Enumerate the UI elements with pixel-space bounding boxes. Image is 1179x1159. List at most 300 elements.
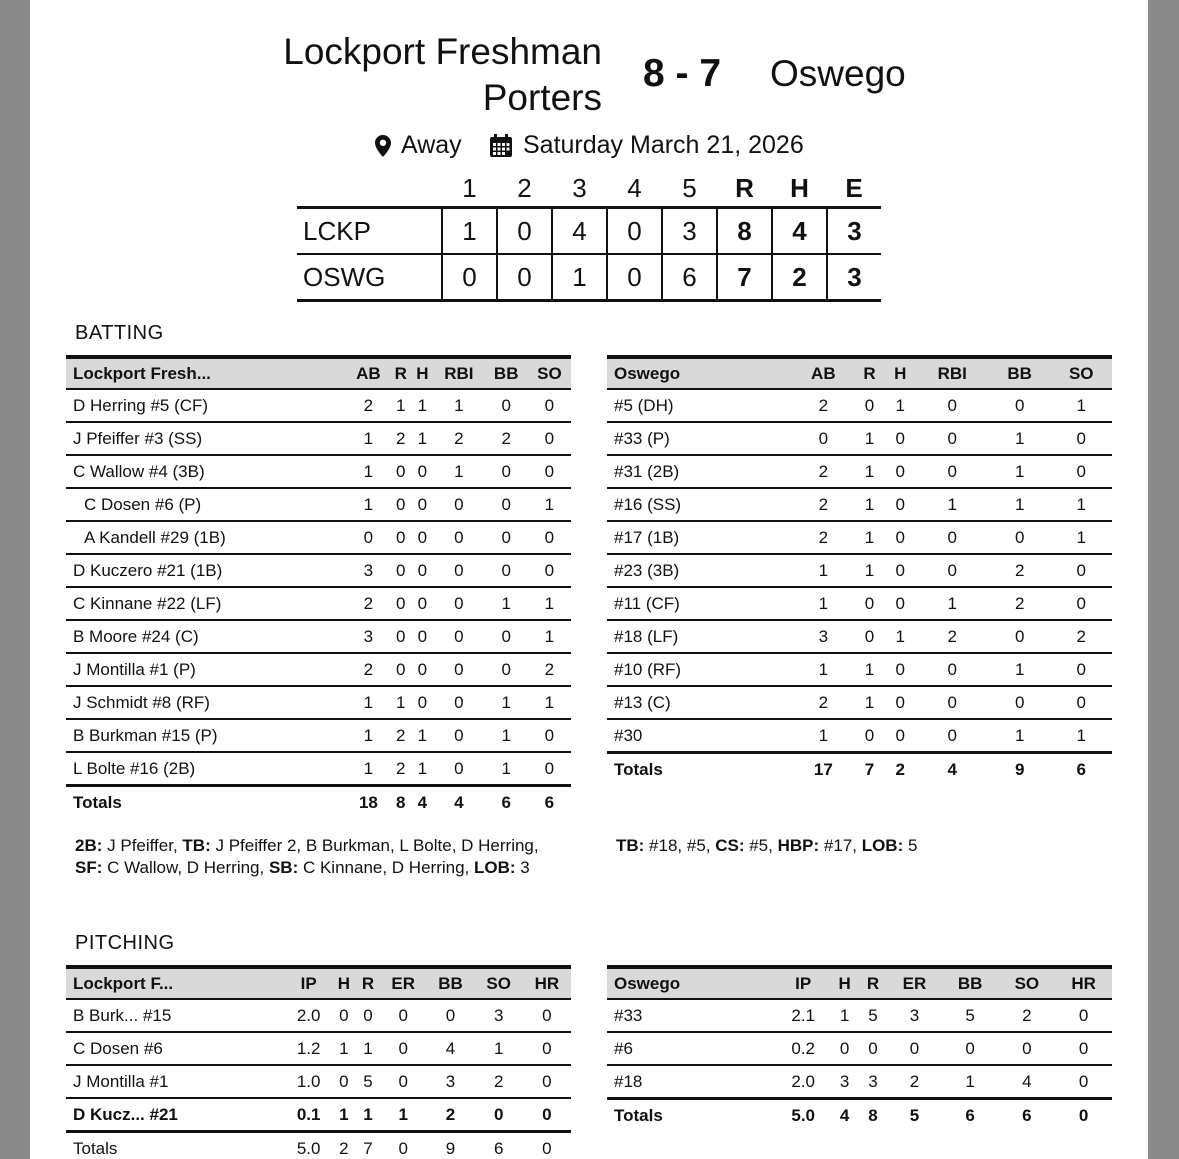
stat-value: 2 [390,752,412,786]
player-name: D Kucz... #21 [66,1098,285,1132]
inning-score: 3 [662,208,717,255]
inning-score: 1 [552,254,607,301]
pitching-row [66,999,571,1032]
stat-value: 0 [412,521,434,554]
player-name: #13 (C) [607,686,793,719]
stat-value: 0 [793,422,855,455]
batting-row [66,653,571,686]
stat-value: 0 [433,488,484,521]
stat-value: 0 [885,554,916,587]
player-name: C Dosen #6 [66,1032,285,1065]
stat-value: 0 [885,587,916,620]
stat-value: 0 [332,999,356,1032]
stat-value: 1 [412,752,434,786]
stat-value: 0 [523,1098,571,1132]
note-text: 3 [515,858,530,877]
player-name: J Montilla #1 (P) [66,653,347,686]
note-text: J Pfeiffer 2, B Burkman, L Bolte, D Herring, [210,836,539,855]
stat-value: 1 [332,1032,356,1065]
stat-value: 1 [989,653,1051,686]
stat-value: 0 [485,554,528,587]
stat-value: 1 [989,488,1051,521]
totals-value: 2 [885,753,916,786]
stat-value: 2 [433,422,484,455]
linescore-team: LCKP [297,208,442,255]
team-column-header: Lockport F... [66,967,285,999]
totals-value: 4 [830,1099,858,1132]
game-location [375,131,462,160]
batting-row [66,719,571,752]
totals-value: 18 [347,786,390,819]
note-label: LOB: [861,836,904,855]
note-label: 2B: [75,836,103,855]
stat-value: 1 [485,752,528,786]
stat-value: 1 [830,999,858,1032]
stat-value: 0 [1050,422,1112,455]
stat-value: 1 [390,389,412,422]
player-name: B Moore #24 (C) [66,620,347,653]
inning-score: 0 [497,208,552,255]
pitching-row [607,1032,1112,1065]
stat-value: 1 [854,422,885,455]
totals-value: 5 [887,1099,942,1132]
stat-value: 0 [433,521,484,554]
inning-score: 0 [442,254,497,301]
calendar-icon [489,134,513,158]
inning-header: 3 [572,172,587,203]
player-name: #6 [607,1032,776,1065]
stat-value: 0 [885,422,916,455]
stat-value: 1 [356,1032,380,1065]
pitching-row [607,1065,1112,1099]
stat-column-header: BB [426,967,474,999]
player-name: D Herring #5 (CF) [66,389,347,422]
totals-value: 5.0 [296,1138,321,1158]
note-text: #18, #5, [644,836,716,855]
stat-value: 4 [426,1032,474,1065]
stat-value: 2.1 [776,999,831,1032]
stat-value: 0 [390,554,412,587]
stat-value: 0 [485,455,528,488]
stat-value: 0 [475,1098,523,1132]
note-label: TB: [182,836,211,855]
note-text: J Pfeiffer, [102,836,183,855]
totals-value: 0 [1055,1099,1112,1132]
batting-row [66,752,571,786]
stat-value: 0 [356,999,380,1032]
stat-column-header: ER [887,967,942,999]
stat-value: 5 [859,999,887,1032]
home-batting-table [66,355,571,818]
stat-value: 2.0 [776,1065,831,1099]
note-text: 5 [903,836,918,855]
stat-value: 0 [380,1065,426,1098]
stat-value: 1 [433,455,484,488]
stat-value: 1 [390,686,412,719]
stat-value: 0 [942,1032,999,1065]
stat-value: 0 [528,389,571,422]
stat-value: 0 [412,455,434,488]
home-team-name [230,29,602,121]
stat-value: 2 [1050,620,1112,653]
note-label: LOB: [474,858,516,877]
note-label: CS: [715,836,745,855]
player-name: #31 (2B) [607,455,793,488]
linescore-row [297,254,881,301]
stat-value: 0 [830,1032,858,1065]
stat-value: 1 [528,587,571,620]
stat-value: 1 [1050,521,1112,554]
batting-row [66,521,571,554]
totals-value: 6 [998,1099,1055,1132]
stat-column-header: AB [347,357,390,389]
totals-row [607,753,1112,786]
stat-value: 3 [347,620,390,653]
batting-row [66,554,571,587]
total-runs: 8 [717,208,772,255]
inning-score: 0 [497,254,552,301]
batting-row [607,455,1112,488]
stat-value: 0 [528,554,571,587]
note-text: C Wallow, D Herring, [102,858,269,877]
note-label: HBP: [777,836,820,855]
stat-value: 1 [347,455,390,488]
stat-value: 3 [793,620,855,653]
inning-header: 2 [517,172,532,203]
stat-value: 2.0 [285,999,331,1032]
stat-value: 2 [916,620,989,653]
linescore-table [297,170,881,302]
stat-value: 0 [528,455,571,488]
stat-value: 0 [1050,686,1112,719]
stat-column-header: R [854,357,885,389]
player-name: #10 (RF) [607,653,793,686]
stat-value: 0 [989,620,1051,653]
stat-value: 2 [793,389,855,422]
batting-row [66,587,571,620]
batting-row [607,653,1112,686]
stat-value: 0 [433,653,484,686]
stat-column-header: IP [776,967,831,999]
stat-value: 1 [347,488,390,521]
away-batting-table [607,355,1112,785]
stat-value: 2 [989,554,1051,587]
stat-value: 0 [916,653,989,686]
home-batting-notes [75,835,555,879]
stat-value: 2 [485,422,528,455]
batting-row [66,389,571,422]
stat-value: 0 [390,620,412,653]
total-errors: 3 [827,208,881,255]
player-name: #11 (CF) [607,587,793,620]
inning-score: 0 [607,208,662,255]
totals-label: Totals [66,786,347,819]
stat-value: 5 [356,1065,380,1098]
inning-header: 4 [627,172,642,203]
stat-value: 0 [412,554,434,587]
stat-value: 1 [854,488,885,521]
stat-value: 2 [793,455,855,488]
stat-value: 0 [426,999,474,1032]
player-name: J Montilla #1 [66,1065,285,1098]
stat-value: 1 [528,686,571,719]
stat-value: 0 [523,999,571,1032]
pitching-row [607,999,1112,1032]
player-name: B Burkman #15 (P) [66,719,347,752]
stat-value: 0 [885,455,916,488]
stat-value: 0.1 [285,1098,331,1132]
batting-row [607,488,1112,521]
stat-column-header: SO [1050,357,1112,389]
player-name: #17 (1B) [607,521,793,554]
stat-value: 0 [1055,999,1112,1032]
stat-value: 0 [859,1032,887,1065]
stat-value: 0 [390,488,412,521]
stat-value: 0 [885,719,916,753]
pitching-section-title: PITCHING [75,932,175,954]
stat-value: 1 [1050,719,1112,753]
stat-value: 1 [528,488,571,521]
stat-value: 1 [347,686,390,719]
linescore-row [297,208,881,255]
batting-row [66,620,571,653]
stat-value: 0 [989,686,1051,719]
stat-value: 2 [475,1065,523,1098]
stat-value: 1 [485,686,528,719]
stat-value: 1 [989,455,1051,488]
stat-value: 2 [390,719,412,752]
stat-value: 1 [854,455,885,488]
final-score: 8 - 7 [643,52,722,95]
stat-value: 0 [485,620,528,653]
stat-column-header: R [390,357,412,389]
stat-value: 3 [830,1065,858,1099]
stat-value: 0 [885,521,916,554]
stat-column-header: BB [485,357,528,389]
hits-header: H [790,172,809,203]
stat-value: 1 [854,686,885,719]
stat-value: 2 [347,653,390,686]
away-batting-notes [616,835,1096,857]
stat-value: 1 [793,554,855,587]
stat-value: 0 [916,686,989,719]
totals-value: 0 [398,1138,408,1158]
stat-value: 1 [347,752,390,786]
stat-value: 0 [528,719,571,752]
totals-value: 5.0 [776,1099,831,1132]
stat-value: 1 [412,719,434,752]
stat-value: 1 [854,554,885,587]
stat-column-header: SO [528,357,571,389]
stat-value: 1 [989,422,1051,455]
stat-column-header: H [885,357,916,389]
stat-value: 0 [528,422,571,455]
linescore-team: OSWG [297,254,442,301]
game-date [489,131,804,160]
note-label: TB: [616,836,645,855]
stat-column-header: R [356,967,380,999]
stat-value: 1 [347,719,390,752]
stat-value: 0 [1050,653,1112,686]
player-name: #33 [607,999,776,1032]
stat-value: 1 [356,1098,380,1132]
totals-value: 9 [989,753,1051,786]
stat-column-header: HR [523,967,571,999]
batting-row [66,686,571,719]
totals-value: 8 [859,1099,887,1132]
stat-value: 2 [793,686,855,719]
batting-row [607,620,1112,653]
stat-value: 1 [332,1098,356,1132]
total-hits: 2 [772,254,827,301]
total-hits: 4 [772,208,827,255]
stat-value: 1 [854,521,885,554]
home-pitching-table [66,965,571,1159]
stat-value: 0 [885,488,916,521]
stat-value: 2 [989,587,1051,620]
stat-value: 0.2 [776,1032,831,1065]
totals-value: 9 [445,1138,456,1158]
stat-value: 2 [793,488,855,521]
totals-value: 7 [363,1138,373,1158]
totals-value: 4 [433,786,484,819]
totals-value: 6 [1050,753,1112,786]
runs-header: R [735,172,754,203]
player-name: L Bolte #16 (2B) [66,752,347,786]
stat-column-header: SO [475,967,523,999]
totals-row [66,786,571,819]
note-text: C Kinnane, D Herring, [298,858,474,877]
stat-value: 1 [475,1032,523,1065]
inning-header: 5 [682,172,697,203]
stat-value: 2 [426,1098,474,1132]
stat-value: 0 [433,554,484,587]
team-column-header: Oswego [607,967,776,999]
stat-value: 2 [998,999,1055,1032]
player-name: J Schmidt #8 (RF) [66,686,347,719]
stat-value: 0 [485,521,528,554]
stat-value: 1 [528,620,571,653]
totals-value: 8 [390,786,412,819]
stat-value: 0 [998,1032,1055,1065]
player-name: #18 [607,1065,776,1099]
table-header-row [607,967,1112,999]
stat-value: 0 [390,587,412,620]
totals-value: 6 [485,786,528,819]
stat-value: 2 [347,389,390,422]
player-name: #5 (DH) [607,389,793,422]
batting-section-title: BATTING [75,322,164,344]
stat-value: 0 [885,653,916,686]
stat-value: 0 [916,389,989,422]
stat-value: 0 [433,620,484,653]
stat-value: 0 [412,686,434,719]
stat-value: 2 [347,587,390,620]
stat-value: 2 [887,1065,942,1099]
home-team-line2: Porters [482,77,602,118]
stat-value: 1 [793,587,855,620]
stat-value: 0 [854,389,885,422]
totals-row [607,1099,1112,1132]
stat-value: 0 [412,488,434,521]
player-name: #18 (LF) [607,620,793,653]
stat-value: 1 [485,719,528,752]
stat-value: 1 [793,719,855,753]
stat-column-header: IP [285,967,331,999]
totals-label: Totals [607,1099,776,1132]
note-text: #5, [744,836,778,855]
stat-value: 4 [998,1065,1055,1099]
totals-value: 4 [916,753,989,786]
stat-value: 0 [1050,554,1112,587]
stat-value: 2 [528,653,571,686]
player-name: J Pfeiffer #3 (SS) [66,422,347,455]
stat-value: 1 [885,389,916,422]
stat-column-header: HR [1055,967,1112,999]
batting-row [66,488,571,521]
batting-row [607,719,1112,753]
note-text: #17, [819,836,862,855]
team-column-header: Lockport Fresh... [66,357,347,389]
errors-header: E [845,172,863,203]
stat-value: 0 [380,1032,426,1065]
inning-score: 4 [552,208,607,255]
stat-value: 1 [854,653,885,686]
stat-value: 0 [1055,1065,1112,1099]
pitching-row [66,1098,571,1132]
home-team-line1: Lockport Freshman [283,31,602,72]
stat-value: 1 [433,389,484,422]
totals-label: Totals [73,1138,118,1158]
pitching-row [66,1065,571,1098]
stat-value: 1 [942,1065,999,1099]
team-column-header: Oswego [607,357,793,389]
stat-value: 0 [528,752,571,786]
player-name: D Kuczero #21 (1B) [66,554,347,587]
batting-row [607,389,1112,422]
stat-value: 0 [916,455,989,488]
batting-row [607,554,1112,587]
totals-row [66,1132,571,1159]
stat-value: 0 [347,521,390,554]
stat-value: 0 [885,686,916,719]
player-name: C Kinnane #22 (LF) [66,587,347,620]
stat-value: 0 [1050,587,1112,620]
stat-value: 0 [390,653,412,686]
stat-value: 0 [887,1032,942,1065]
player-name: C Wallow #4 (3B) [66,455,347,488]
stat-value: 0 [916,422,989,455]
stat-value: 0 [989,521,1051,554]
totals-value: 6 [528,786,571,819]
stat-value: 0 [528,521,571,554]
stat-value: 1 [885,620,916,653]
batting-row [607,686,1112,719]
totals-value: 17 [793,753,855,786]
stat-value: 2 [793,521,855,554]
stat-value: 1 [1050,488,1112,521]
stat-column-header: H [332,967,356,999]
stat-column-header: H [830,967,858,999]
inning-score: 0 [607,254,662,301]
stat-column-header: AB [793,357,855,389]
inning-score: 6 [662,254,717,301]
stat-value: 0 [485,389,528,422]
stat-value: 1 [989,719,1051,753]
stat-value: 1.2 [285,1032,331,1065]
inning-header: 1 [462,172,477,203]
batting-row [66,455,571,488]
